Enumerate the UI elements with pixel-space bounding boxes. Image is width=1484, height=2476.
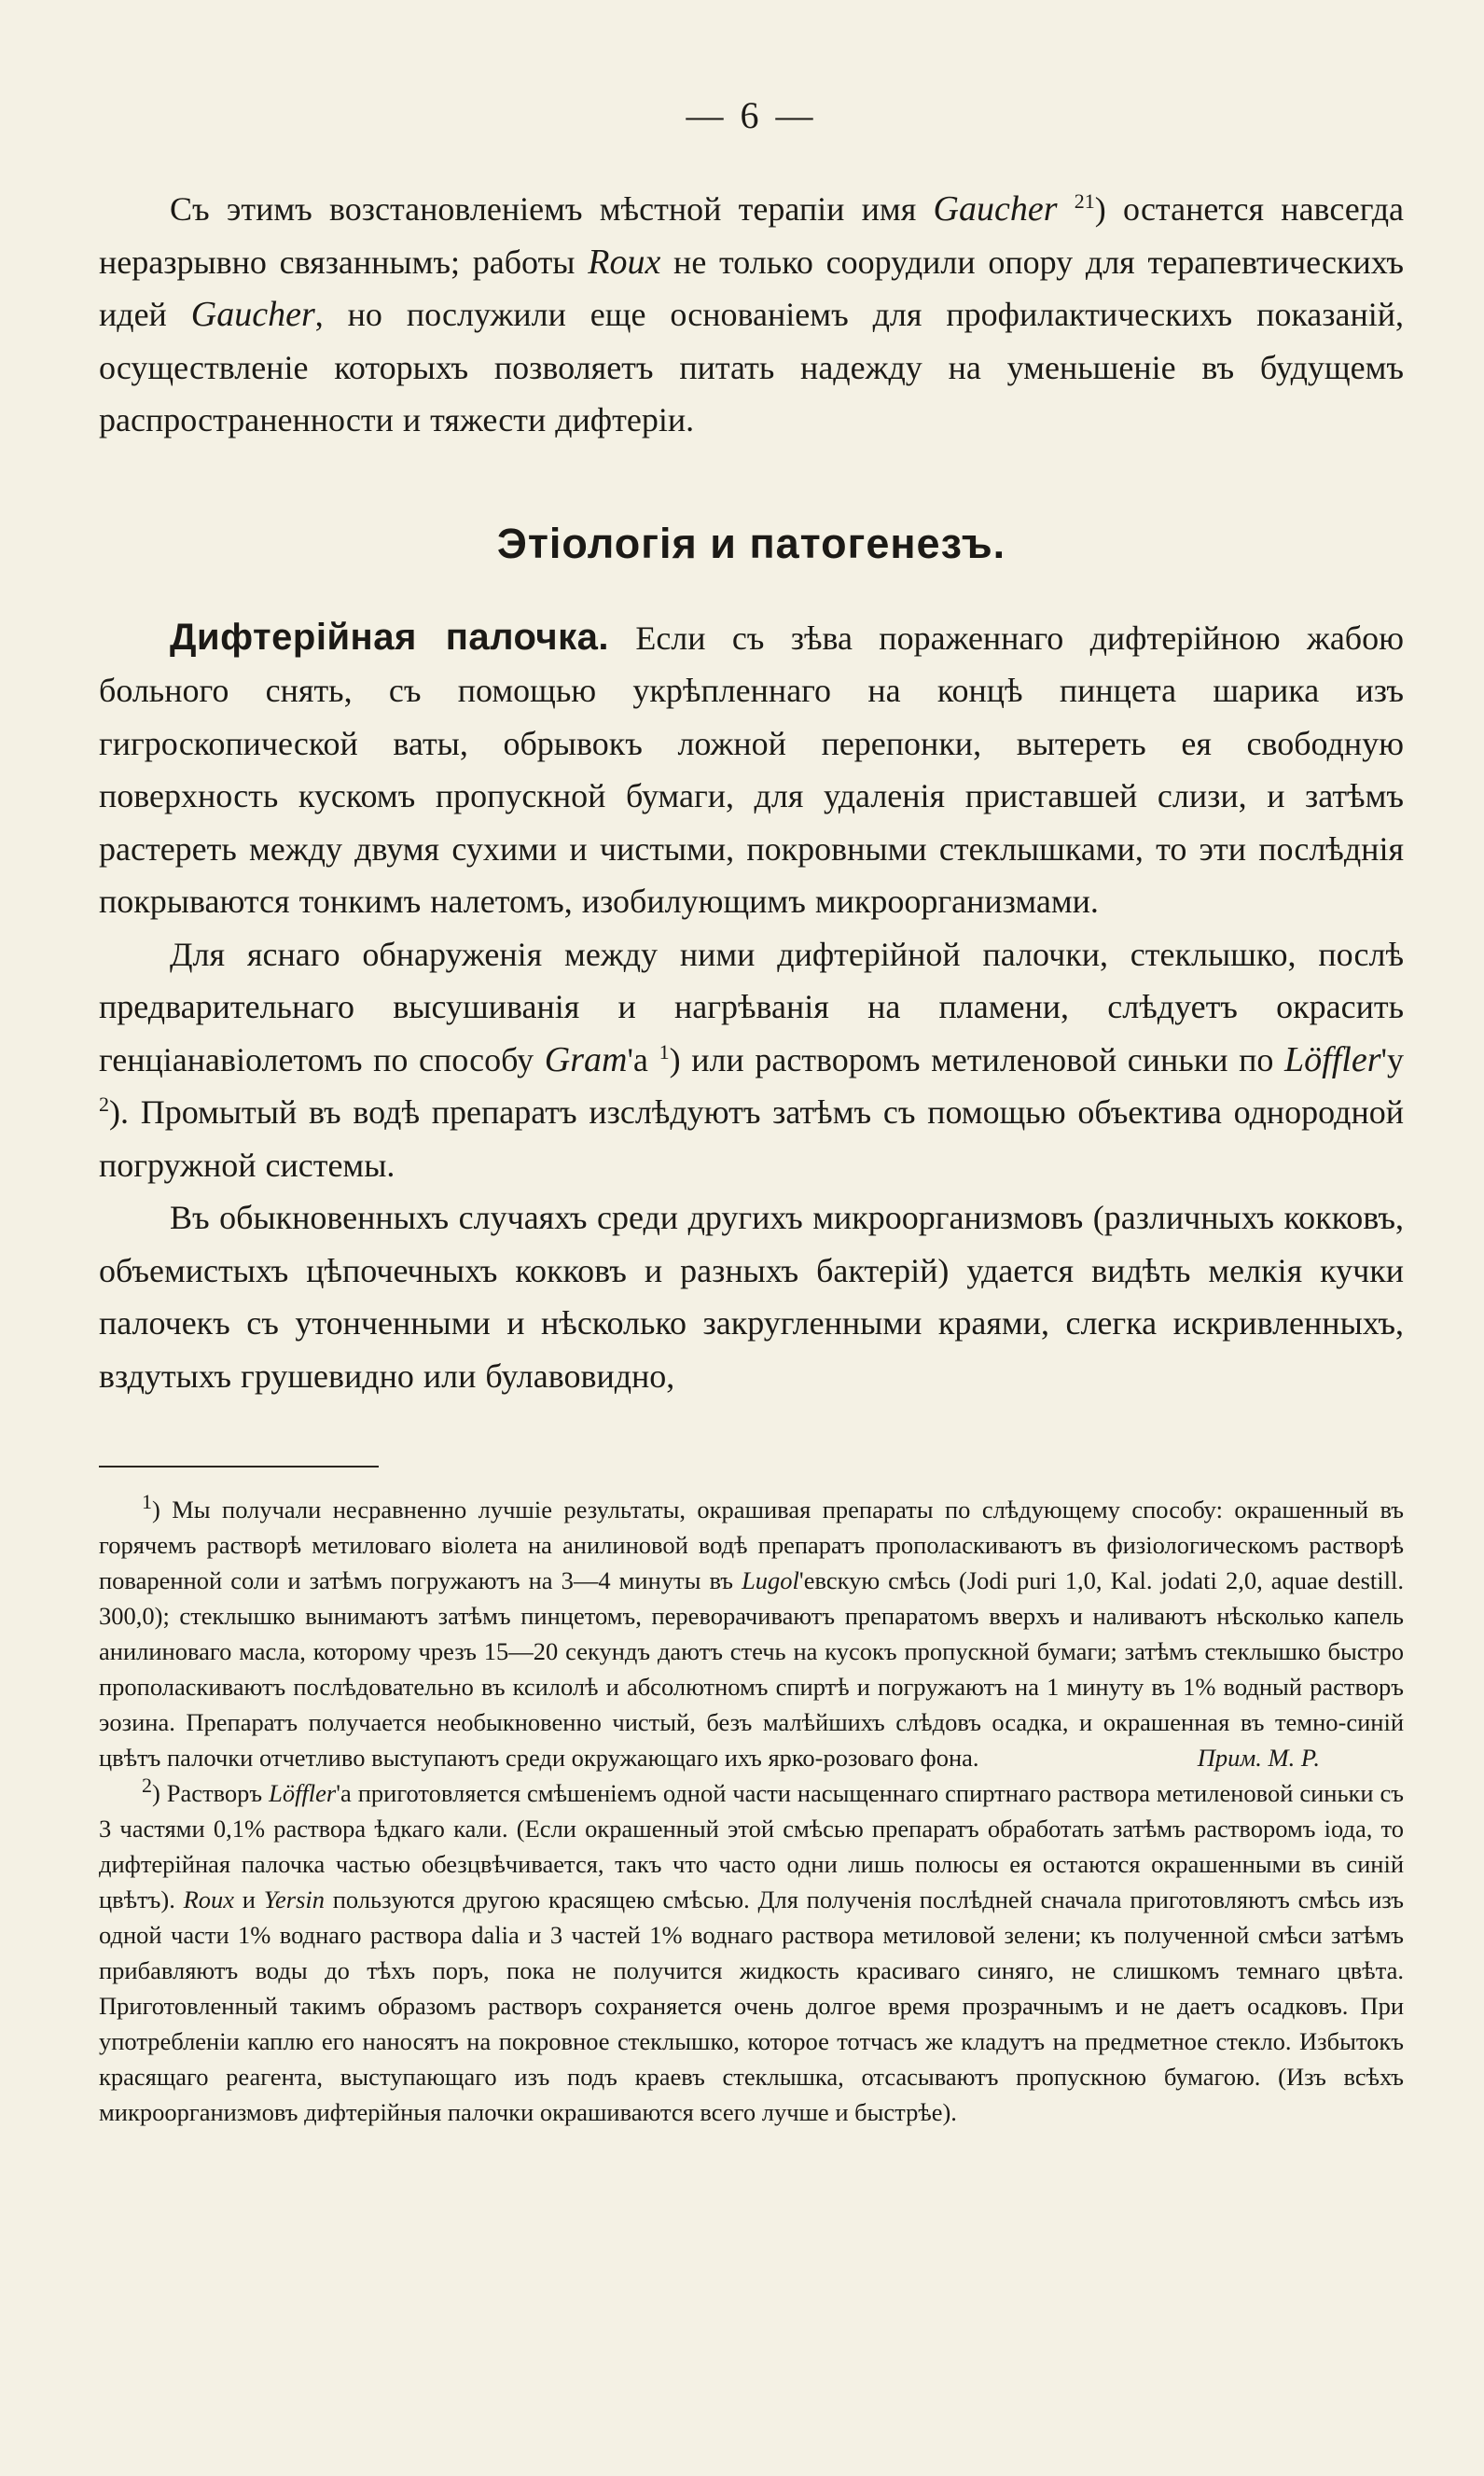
footnote-ref: 2	[99, 1092, 109, 1116]
text-run: 'евскую смѣсь (Jodi puri 1,0, Kal. jodati 2,0, aquae destill. 300,0); стеклышко вынимаютъ затѣмъ пинцетомъ, переворачиваютъ препаратомъ вверхъ и наливаютъ нѣсколько капель анилиноваго масла, которому чрезъ 15—20 секундъ даютъ стечь на кусокъ пропускной бумаги; затѣмъ стеклышко быстро прополаскиваютъ послѣдовательно въ ксилолѣ и абсолютномъ спиртѣ и погружаютъ на 1 минуту въ 1% водный растворъ эозина. Препаратъ получается необыкновенно чистый, безъ малѣйшихъ слѣдовъ осадка, и окрашенная въ темно-синій цвѣтъ палочки отчетливо выступаютъ среди окружающаго ихъ ярко-розоваго фона.	[99, 1566, 1404, 1772]
text-run: ) или растворомъ метиленовой синьки по	[669, 1040, 1285, 1078]
text-run: ) останется навсегда неразрывно связаннымъ; работы	[99, 190, 1404, 281]
author-name: Löffler	[269, 1779, 337, 1807]
text-run: 'у	[1380, 1040, 1405, 1078]
footnote-2	[99, 1775, 1404, 2130]
paragraph-diphtheria-bacillus	[99, 611, 1404, 928]
author-name: Gram	[544, 1039, 628, 1079]
footnote-number: 2	[142, 1774, 152, 1798]
text-run: ) Растворъ	[152, 1779, 270, 1807]
paragraph-gaucher-roux	[99, 183, 1404, 447]
text-run: 'а	[627, 1040, 659, 1078]
author-name: Gaucher	[190, 295, 315, 334]
run-in-heading: Дифтерійная палочка.	[170, 616, 610, 658]
author-name: Lugol	[742, 1566, 799, 1594]
paragraph-observation	[99, 1191, 1404, 1402]
paragraph-staining	[99, 928, 1404, 1192]
footnote-1	[99, 1492, 1404, 1775]
footnote-divider	[99, 1466, 379, 1468]
page-number: — 6 —	[686, 94, 817, 136]
footnote-number: 1	[142, 1490, 152, 1514]
reference-number: 21	[1074, 189, 1095, 213]
text-run: ) Мы получали несравненно лучшіе результаты, окрашивая препараты по слѣдующему способу: окрашенный въ горячемъ растворѣ метиловаго віолета на анилиновой водѣ препаратъ прополаскиваютъ въ физіологическомъ растворѣ поваренной соли и затѣмъ погружаютъ на 3—4 минуты въ	[99, 1495, 1404, 1594]
text-run: Въ обыкновенныхъ случаяхъ среди другихъ микроорганизмовъ (различныхъ кокковъ, объемистыхъ цѣпочечныхъ кокковъ и разныхъ бактерій) удается видѣть мелкія кучки палочекъ съ утонченными и нѣсколько закругленными краями, слегка искривленныхъ, вздутыхъ грушевидно или булавовидно,	[99, 1199, 1404, 1395]
text-run: ). Промытый въ водѣ препаратъ изслѣдуютъ затѣмъ съ помощью объектива однородной погружной системы.	[99, 1093, 1404, 1184]
text-run: 'а приготовляется смѣшеніемъ одной части насыщеннаго спиртнаго раствора метиленовой синьки съ 3 частями 0,1% раствора ѣдкаго кали. (Если окрашенный этой смѣсью препаратъ обработать затѣмъ растворомъ іода, то дифтерійная палочка частью обезцвѣчивается, такъ что часто одни лишь полюсы ея остаются окрашенными въ синій цвѣтъ).	[99, 1779, 1404, 1913]
section-heading: Этіологія и патогенезъ.	[496, 519, 1006, 567]
footnote-ref: 1	[659, 1039, 670, 1064]
translator-note-signature: Прим. М. Р.	[1197, 1744, 1320, 1772]
text-run: Съ этимъ возстановленіемъ мѣстной терапіи имя	[170, 190, 934, 228]
author-name: Roux	[588, 242, 661, 282]
author-name: Roux	[183, 1885, 235, 1913]
author-name: Löffler	[1284, 1039, 1381, 1079]
author-name: Gaucher	[933, 189, 1058, 229]
text-run: пользуются другою красящею смѣсью. Для полученія послѣдней сначала приготовляютъ смѣсь изъ одной части 1% воднаго раствора dalia и 3 частей 1% воднаго раствора метиловой зелени; къ полученной смѣси затѣмъ прибавляютъ воды до тѣхъ поръ, пока не получится жидкость красиваго синяго, не слишкомъ темнаго цвѣта. Приготовленный такимъ образомъ растворъ сохраняется очень долгое время прозрачнымъ и не даетъ осадковъ. При употребленіи каплю его наносятъ на покровное стеклышко, которое тотчасъ же кладутъ на предметное стекло. Избытокъ красящаго реагента, выступающаго изъ подъ краевъ стеклышка, отсасываютъ пропускною бумагою. (Изъ всѣхъ микроорганизмовъ дифтерійныя палочки окрашиваются всего лучше и быстрѣе).	[99, 1885, 1404, 2126]
text-run: , но послужили еще основаніемъ для профилактическихъ показаній, осуществленіе которыхъ позволяетъ питать надежду на уменьшеніе въ будущемъ распространенности и тяжести дифтеріи.	[99, 296, 1405, 438]
text-run: Если съ зѣва пораженнаго дифтерійною жабою больного снять, съ помощью укрѣпленнаго на концѣ пинцета шарика изъ гигроскопической ваты, обрывокъ ложной перепонки, вытереть ея свободную поверхность кускомъ пропускной бумаги, для удаленія приставшей слизи, и затѣмъ растереть между двумя сухими и чистыми, покровными стеклышками, то эти послѣднія покрываются тонкимъ налетомъ, изобилующимъ микроорганизмами.	[99, 619, 1405, 920]
text-run: и	[234, 1885, 264, 1913]
text-run: Для яснаго обнаруженія между ними дифтерійной палочки, стеклышко, послѣ предварительнаго высушиванія и нагрѣванія на пламени, слѣдуетъ окрасить генціанавіолетомъ по способу	[99, 935, 1404, 1078]
text-run: не только соорудили опору для терапевтическихъ идей	[99, 243, 1404, 333]
author-name: Yersin	[263, 1885, 325, 1913]
